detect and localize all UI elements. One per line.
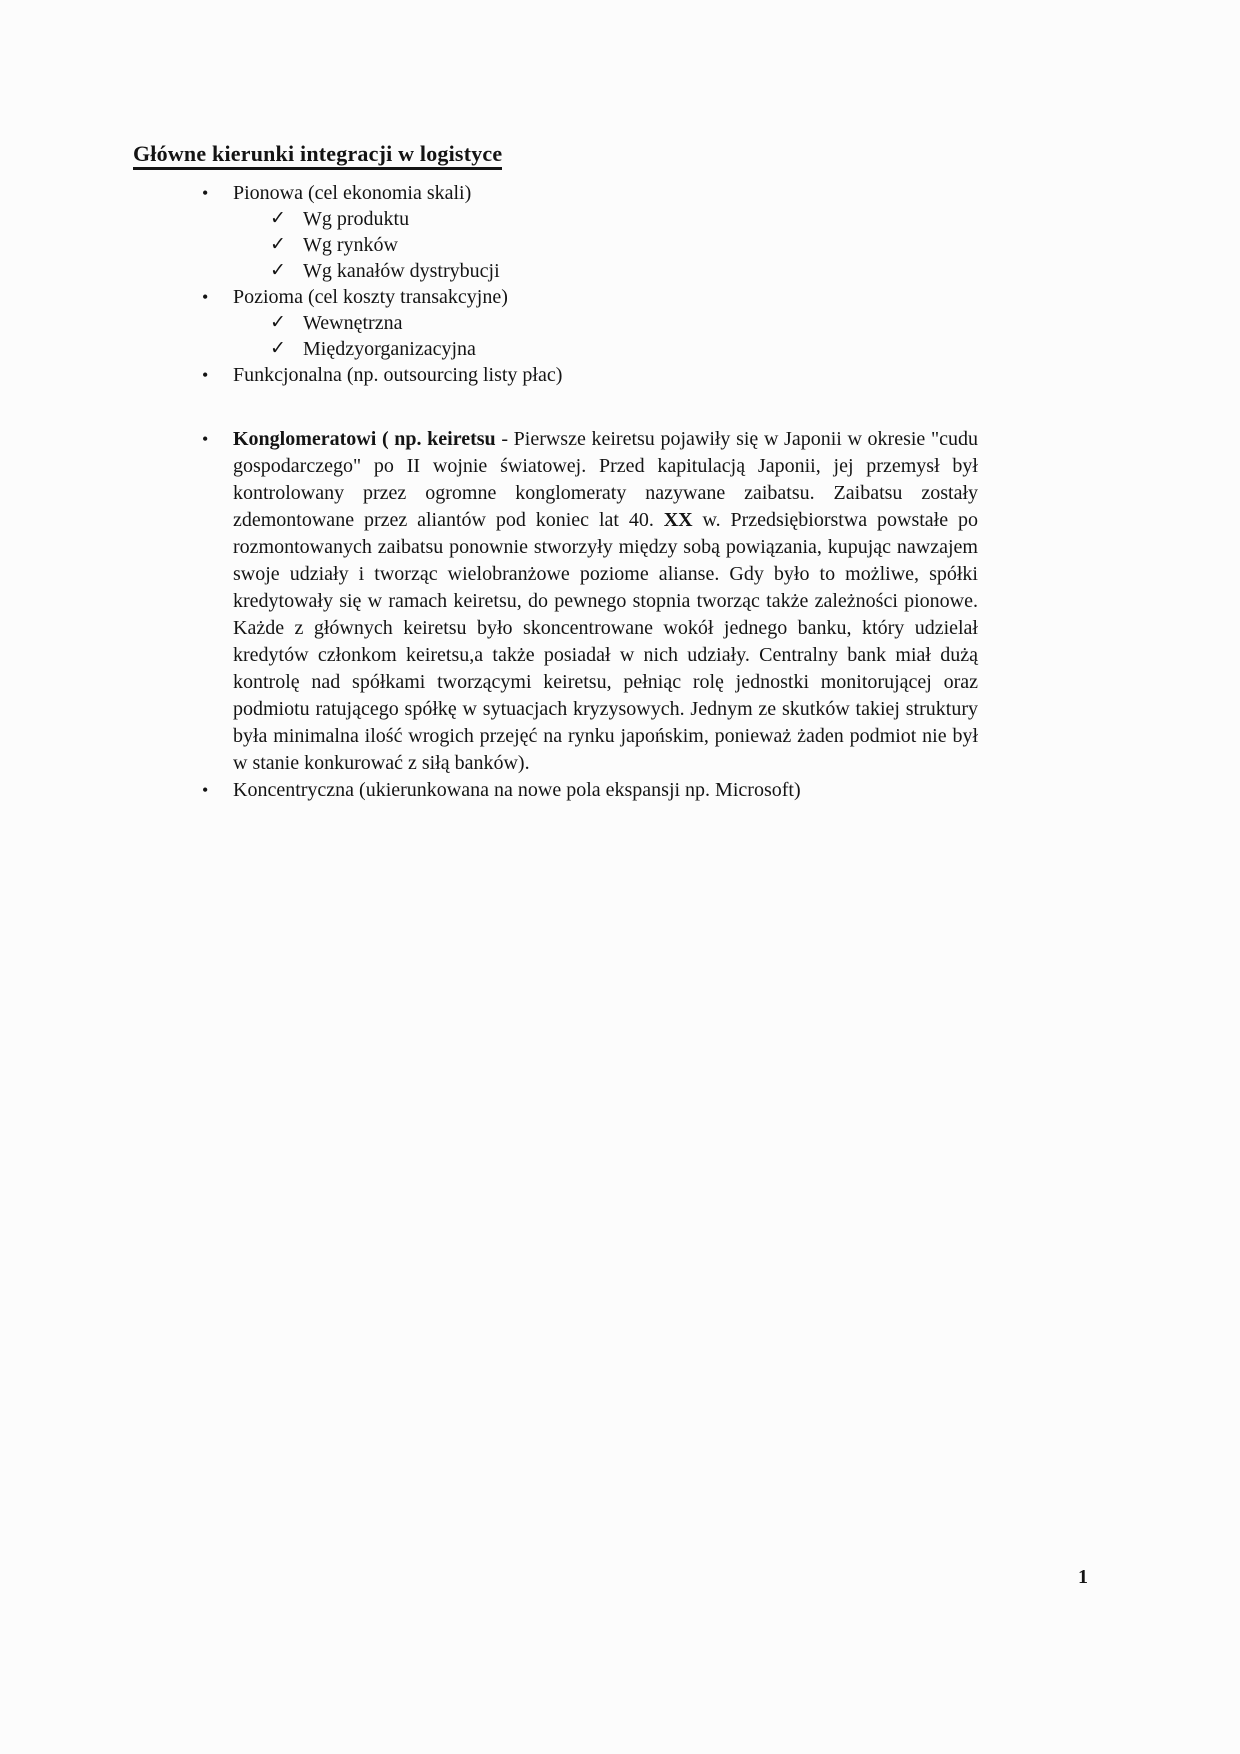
check-item-wewnetrzna bbox=[200, 310, 978, 336]
check-marker-icon: ✓ bbox=[270, 338, 286, 359]
check-item-label: Wg kanałów dystrybucji bbox=[303, 260, 500, 282]
paragraph-bold-lead: Konglomeratowi ( np. keiretsu bbox=[233, 428, 496, 450]
list-item-label: Koncentryczna (ukierunkowana na nowe pola ekspansji np. Microsoft) bbox=[233, 779, 801, 801]
check-marker-icon: ✓ bbox=[270, 208, 286, 229]
page-title-text: Główne kierunki integracji w logistyce bbox=[133, 141, 502, 170]
check-item-label: Wg produktu bbox=[303, 208, 410, 230]
list-item-koncentryczna bbox=[200, 777, 978, 803]
check-item-miedzyorganizacyjna bbox=[200, 336, 978, 362]
bullet-marker-icon: • bbox=[202, 183, 209, 203]
check-marker-icon: ✓ bbox=[270, 260, 286, 281]
list-item-pionowa bbox=[200, 180, 978, 206]
check-marker-icon: ✓ bbox=[270, 312, 286, 333]
list-item-funkcjonalna bbox=[200, 362, 978, 388]
list-item-pozioma bbox=[200, 284, 978, 310]
page-number: 1 bbox=[1078, 1566, 1088, 1588]
check-item-label: Wewnętrzna bbox=[303, 312, 403, 334]
paragraph-bold-mid: XX bbox=[663, 509, 693, 531]
list-item-label: Funkcjonalna (np. outsourcing listy płac) bbox=[233, 364, 563, 386]
list-item-label: Pionowa (cel ekonomia skali) bbox=[233, 182, 472, 204]
page-title bbox=[133, 141, 502, 167]
check-item-label: Wg rynków bbox=[303, 234, 398, 256]
paragraph-text: - Pierwsze keiretsu pojawiły się w Japonii w okresie "cudu gospodarczego" po II wojnie światowej. Przed kapitulacją Japonii, jej przemysł był kontrolowany przez ogromne konglomeraty nazywane zaibatsu. Zaibatsu zostały zdemontowane przez aliantów pod koniec lat 40. bbox=[233, 428, 978, 531]
check-item-wg-kanalow bbox=[200, 258, 978, 284]
check-item-wg-rynkow bbox=[200, 232, 978, 258]
bullet-marker-icon: • bbox=[202, 429, 209, 449]
bullet-marker-icon: • bbox=[202, 365, 209, 385]
list-item-label: Pozioma (cel koszty transakcyjne) bbox=[233, 286, 508, 308]
list-item-konglomeratowi bbox=[200, 426, 978, 777]
check-marker-icon: ✓ bbox=[270, 234, 286, 255]
bullet-marker-icon: • bbox=[202, 287, 209, 307]
bullet-marker-icon: • bbox=[202, 780, 209, 800]
paragraph-text: w. Przedsiębiorstwa powstałe po rozmontowanych zaibatsu ponownie stworzyły między sobą powiązania, kupując nawzajem swoje udziały i tworząc wielobranżowe poziome alianse. Gdy było to możliwe, spółki kredytowały się w ramach keiretsu, do pewnego stopnia tworząc także zależności pionowe. Każde z głównych keiretsu było skoncentrowane wokół jednego banku, który udzielał kredytów członkom keiretsu,a także posiadał w nich udziały. Centralny bank miał dużą kontrolę nad spółkami tworzącymi keiretsu, pełniąc rolę jednostki monitorującej oraz podmiotu ratującego spółkę w sytuacjach kryzysowych. Jednym ze skutków takiej struktury była minimalna ilość wrogich przejęć na rynku japońskim, ponieważ żaden podmiot nie był w stanie konkurować z siłą banków). bbox=[233, 509, 978, 774]
check-item-label: Międzyorganizacyjna bbox=[303, 338, 476, 360]
check-item-wg-produktu bbox=[200, 206, 978, 232]
bullet-list bbox=[200, 180, 978, 803]
